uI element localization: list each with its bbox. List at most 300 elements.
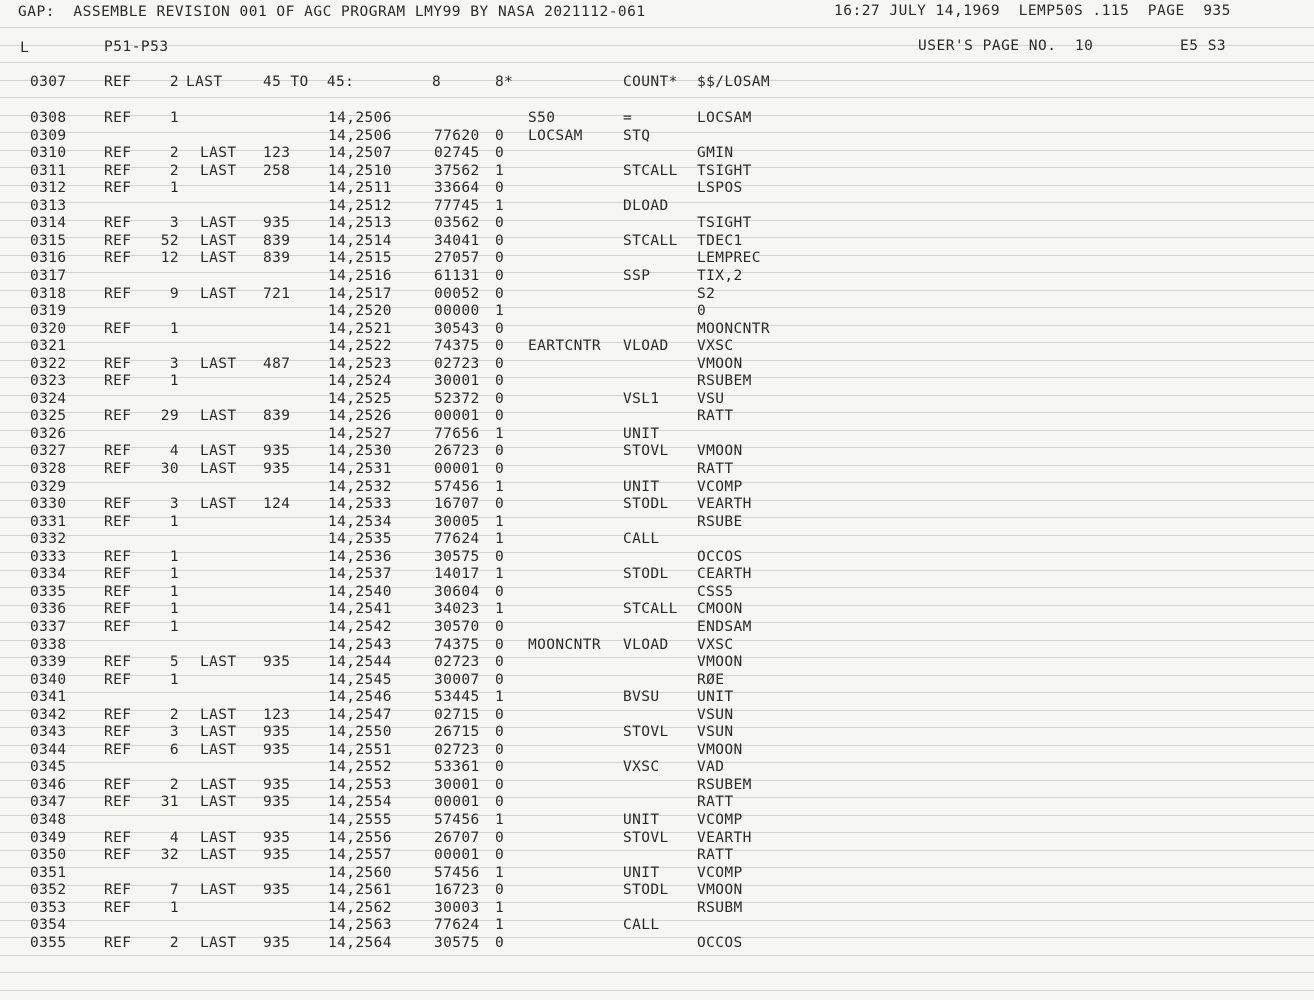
address: 14,2550	[328, 724, 392, 740]
opcode: VLOAD	[623, 637, 669, 653]
listing-row	[0, 145, 1314, 163]
last-keyword: LAST	[200, 794, 237, 810]
last-line-number: 839	[263, 233, 291, 249]
address: 14,2563	[328, 917, 392, 933]
listing-row	[0, 215, 1314, 233]
last-line-number: 935	[263, 935, 291, 951]
line-number: 0347	[30, 794, 67, 810]
octal-word: 77745	[434, 198, 480, 214]
ref-keyword: REF	[104, 724, 132, 740]
section-name: P51-P53	[104, 39, 169, 55]
last-line-number: 935	[263, 847, 291, 863]
address: 14,2517	[328, 286, 392, 302]
octal-word: 77620	[434, 128, 480, 144]
last-line-number: 935	[263, 777, 291, 793]
operand: VEARTH	[697, 830, 752, 846]
octal-word: 30001	[434, 373, 480, 389]
address: 14,2547	[328, 707, 392, 723]
octal-word: 53445	[434, 689, 480, 705]
listing-row	[0, 724, 1314, 742]
line-number: 0353	[30, 900, 67, 916]
operand: OCCOS	[697, 935, 743, 951]
ref-count: 1	[169, 514, 179, 530]
address: 14,2513	[328, 215, 392, 231]
opcode: VXSC	[623, 759, 660, 775]
listing-row	[0, 654, 1314, 672]
octal-word: 57456	[434, 865, 480, 881]
listing-row	[0, 321, 1314, 339]
operand: RATT	[697, 847, 734, 863]
operand: RATT	[697, 408, 734, 424]
ref-keyword: REF	[104, 514, 132, 530]
ref-count: 5	[169, 654, 179, 670]
operand: VSU	[697, 391, 725, 407]
listing-row	[0, 619, 1314, 637]
address: 14,2544	[328, 654, 392, 670]
octal-word: 00001	[434, 408, 480, 424]
symbol-label: MOONCNTR	[528, 637, 602, 653]
last-line-number: 839	[263, 408, 291, 424]
ref-count: 9	[169, 286, 179, 302]
octal-word: 16723	[434, 882, 480, 898]
listing-row	[0, 198, 1314, 216]
octal-word: 30570	[434, 619, 480, 635]
parity-flag: 0	[495, 637, 505, 653]
octal-word: 74375	[434, 338, 480, 354]
listing-row	[0, 830, 1314, 848]
header-title: GAP: ASSEMBLE REVISION 001 OF AGC PROGRAM LMY99 BY NASA 2021112-061	[18, 4, 646, 20]
parity-flag: 0	[495, 619, 505, 635]
ref-count: 3	[169, 356, 179, 372]
parity-flag: 0	[495, 215, 505, 231]
last-keyword: LAST	[200, 882, 237, 898]
last-line-number: 123	[263, 145, 291, 161]
last-keyword: LAST	[200, 233, 237, 249]
opcode: STODL	[623, 496, 669, 512]
operand: UNIT	[697, 689, 734, 705]
last-line-number: 935	[263, 742, 291, 758]
parity-flag: 0	[495, 268, 505, 284]
parity-flag: 1	[495, 917, 505, 933]
symbol-label: EARTCNTR	[528, 338, 602, 354]
octal-word: 77656	[434, 426, 480, 442]
address: 14,2534	[328, 514, 392, 530]
parity-flag: 0	[495, 233, 505, 249]
line-number: 0345	[30, 759, 67, 775]
ref-keyword: REF	[104, 215, 132, 231]
octal-word: 30575	[434, 549, 480, 565]
line-number: 0329	[30, 479, 67, 495]
ref-keyword: REF	[104, 286, 132, 302]
parity-flag: 1	[495, 163, 505, 179]
parity-flag: 1	[495, 601, 505, 617]
line-number: 0339	[30, 654, 67, 670]
parity-flag: 0	[495, 742, 505, 758]
address: 14,2554	[328, 794, 392, 810]
listing-row	[0, 356, 1314, 374]
octal-word: 02723	[434, 742, 480, 758]
parity-flag: 1	[495, 900, 505, 916]
octal-word: 30003	[434, 900, 480, 916]
line-range: 45 TO 45:	[263, 74, 355, 90]
address: 14,2524	[328, 373, 392, 389]
parity-flag: 0	[495, 443, 505, 459]
operand: RSUBEM	[697, 373, 752, 389]
octal-word: 77624	[434, 531, 480, 547]
operand: CMOON	[697, 601, 743, 617]
parity-flag: 1	[495, 812, 505, 828]
ref-count: 52	[160, 233, 179, 249]
line-number: 0328	[30, 461, 67, 477]
last-keyword: LAST	[200, 250, 237, 266]
line-number: 0320	[30, 321, 67, 337]
parity-flag: 1	[495, 198, 505, 214]
octal-word: 27057	[434, 250, 480, 266]
last-line-number: 124	[263, 496, 291, 512]
listing-row	[0, 408, 1314, 426]
last-keyword: LAST	[200, 742, 237, 758]
address: 14,2512	[328, 198, 392, 214]
ref-keyword: REF	[104, 566, 132, 582]
line-number: 0309	[30, 128, 67, 144]
operand: RATT	[697, 794, 734, 810]
ref-count: 1	[169, 584, 179, 600]
operand: RSUBE	[697, 514, 743, 530]
line-number: 0314	[30, 215, 67, 231]
opcode: VSL1	[623, 391, 660, 407]
operand: VCOMP	[697, 865, 743, 881]
line-number: 0349	[30, 830, 67, 846]
operand: VMOON	[697, 443, 743, 459]
line-number: 0355	[30, 935, 67, 951]
line-number: 0311	[30, 163, 67, 179]
listing-row	[0, 250, 1314, 268]
operand: VEARTH	[697, 496, 752, 512]
parity-flag: 0	[495, 882, 505, 898]
ref-keyword: REF	[104, 321, 132, 337]
ref-count: 2	[169, 145, 179, 161]
address: 14,2515	[328, 250, 392, 266]
last-keyword: LAST	[200, 847, 237, 863]
line-number: 0310	[30, 145, 67, 161]
opcode: UNIT	[623, 479, 660, 495]
last-keyword: LAST	[200, 724, 237, 740]
address: 14,2514	[328, 233, 392, 249]
listing-row	[0, 707, 1314, 725]
ref-keyword: REF	[104, 549, 132, 565]
last-keyword: LAST	[200, 408, 237, 424]
address: 14,2546	[328, 689, 392, 705]
address: 14,2535	[328, 531, 392, 547]
parity-flag: 1	[495, 514, 505, 530]
listing-row	[0, 233, 1314, 251]
octal-word: 53361	[434, 759, 480, 775]
listing-row	[0, 566, 1314, 584]
symbol-label: LOCSAM	[528, 128, 583, 144]
ref-keyword: REF	[104, 110, 132, 126]
octal-word: 16707	[434, 496, 480, 512]
last-line-number: 935	[263, 443, 291, 459]
opcode: CALL	[623, 531, 660, 547]
line-number: 0316	[30, 250, 67, 266]
operand: VAD	[697, 759, 725, 775]
line-number: 0313	[30, 198, 67, 214]
ref-keyword: REF	[104, 74, 132, 90]
ref-keyword: REF	[104, 601, 132, 617]
opcode: STQ	[623, 128, 651, 144]
octal-word: 33664	[434, 180, 480, 196]
ref-count: 1	[169, 549, 179, 565]
operand: LEMPREC	[697, 250, 761, 266]
address: 14,2510	[328, 163, 392, 179]
line-number: 0321	[30, 338, 67, 354]
last-keyword: LAST	[200, 163, 237, 179]
ref-count: 1	[169, 900, 179, 916]
ref-count: 4	[169, 830, 179, 846]
listing-row	[0, 531, 1314, 549]
listing-row	[0, 882, 1314, 900]
address: 14,2551	[328, 742, 392, 758]
operand: VMOON	[697, 742, 743, 758]
ref-keyword: REF	[104, 847, 132, 863]
operand: CSS5	[697, 584, 734, 600]
ref-keyword: REF	[104, 356, 132, 372]
address: 14,2540	[328, 584, 392, 600]
listing-row	[0, 461, 1314, 479]
ref-keyword: REF	[104, 461, 132, 477]
parity-flag: 0	[495, 180, 505, 196]
listing-row	[0, 443, 1314, 461]
listing-row	[0, 479, 1314, 497]
parity-flag: 0	[495, 672, 505, 688]
ref-count: 31	[160, 794, 179, 810]
address: 14,2506	[328, 128, 392, 144]
ref-count: 3	[169, 724, 179, 740]
listing-row	[0, 163, 1314, 181]
octal-word: 61131	[434, 268, 480, 284]
octal-word: 52372	[434, 391, 480, 407]
operand: TIX,2	[697, 268, 743, 284]
operand: 0	[697, 303, 707, 319]
count-arg: $$/LOSAM	[697, 74, 771, 90]
parity-flag: 0	[495, 356, 505, 372]
opcode: SSP	[623, 268, 651, 284]
octal-word: 26707	[434, 830, 480, 846]
line-number: 0346	[30, 777, 67, 793]
line-number: 0340	[30, 672, 67, 688]
line-number: 0341	[30, 689, 67, 705]
ref-count: 29	[160, 408, 179, 424]
octal-word: 14017	[434, 566, 480, 582]
parity-flag: 0	[495, 373, 505, 389]
parity-flag: 0	[495, 549, 505, 565]
parity-flag: 0	[495, 830, 505, 846]
parity-flag: 0	[495, 286, 505, 302]
parity-flag: 1	[495, 531, 505, 547]
ref-keyword: REF	[104, 584, 132, 600]
ref-count: 1	[169, 672, 179, 688]
last-line-number: 935	[263, 794, 291, 810]
line-number: 0315	[30, 233, 67, 249]
opcode: STODL	[623, 882, 669, 898]
ref-count: 1	[169, 373, 179, 389]
last-line-number: 487	[263, 356, 291, 372]
ref-keyword: REF	[104, 707, 132, 723]
operand: RATT	[697, 461, 734, 477]
octal-word: 26723	[434, 443, 480, 459]
address: 14,2525	[328, 391, 392, 407]
address: 14,2532	[328, 479, 392, 495]
opcode: STCALL	[623, 163, 678, 179]
users-page-number: USER'S PAGE NO. 10	[918, 38, 1094, 54]
line-number: 0331	[30, 514, 67, 530]
last-keyword: LAST	[200, 461, 237, 477]
octal-word: 30001	[434, 777, 480, 793]
parity-flag: 0	[495, 391, 505, 407]
ref-count: 30	[160, 461, 179, 477]
operand: VCOMP	[697, 812, 743, 828]
line-number: 0335	[30, 584, 67, 600]
operand: GMIN	[697, 145, 734, 161]
parity-flag: 0	[495, 724, 505, 740]
octal-word: 00001	[434, 461, 480, 477]
address: 14,2541	[328, 601, 392, 617]
line-number: 0325	[30, 408, 67, 424]
address: 14,2557	[328, 847, 392, 863]
listing-row	[0, 549, 1314, 567]
symbol-label: S50	[528, 110, 556, 126]
operand: VMOON	[697, 356, 743, 372]
parity-flag: 0	[495, 408, 505, 424]
listing-row	[0, 689, 1314, 707]
line-number: 0334	[30, 566, 67, 582]
parity-flag: 0	[495, 794, 505, 810]
operand: VSUN	[697, 707, 734, 723]
opcode: VLOAD	[623, 338, 669, 354]
line-number: 0352	[30, 882, 67, 898]
address: 14,2507	[328, 145, 392, 161]
ref-keyword: REF	[104, 443, 132, 459]
octal-word: 34041	[434, 233, 480, 249]
listing-row	[0, 637, 1314, 655]
listing-row	[0, 759, 1314, 777]
ref-count: 1	[169, 619, 179, 635]
parity-flag: 0	[495, 707, 505, 723]
listing-row	[0, 584, 1314, 602]
ref-keyword: REF	[104, 373, 132, 389]
listing-row	[0, 373, 1314, 391]
listing-row	[0, 847, 1314, 865]
operand: CEARTH	[697, 566, 752, 582]
ref-keyword: REF	[104, 408, 132, 424]
listing-row	[0, 303, 1314, 321]
parity-flag: 0	[495, 654, 505, 670]
address: 14,2560	[328, 865, 392, 881]
line-number: 0323	[30, 373, 67, 389]
octal-word: 77624	[434, 917, 480, 933]
address: 14,2530	[328, 443, 392, 459]
octal-word: 26715	[434, 724, 480, 740]
operand: RØE	[697, 672, 725, 688]
line-number: 0342	[30, 707, 67, 723]
ref-count: 2	[169, 777, 179, 793]
parity-flag: 0	[495, 847, 505, 863]
line-number: 0308	[30, 110, 67, 126]
line-number: 0322	[30, 356, 67, 372]
address: 14,2523	[328, 356, 392, 372]
opcode: BVSU	[623, 689, 660, 705]
line-number: 0343	[30, 724, 67, 740]
operand: VMOON	[697, 654, 743, 670]
parity-flag: 1	[495, 566, 505, 582]
address: 14,2564	[328, 935, 392, 951]
opcode: CALL	[623, 917, 660, 933]
ref-count: 2	[169, 74, 179, 90]
octal-word: 30007	[434, 672, 480, 688]
address: 14,2562	[328, 900, 392, 916]
parity-flag: 0	[495, 496, 505, 512]
ref-count: 2	[169, 163, 179, 179]
last-keyword: LAST	[200, 286, 237, 302]
ref-keyword: REF	[104, 619, 132, 635]
ref-keyword: REF	[104, 250, 132, 266]
octal-word: 02723	[434, 654, 480, 670]
ref-keyword: REF	[104, 882, 132, 898]
last-line-number: 935	[263, 461, 291, 477]
parity-flag: 0	[495, 461, 505, 477]
line-number: 0312	[30, 180, 67, 196]
last-keyword: LAST	[200, 777, 237, 793]
ref-count: 1	[169, 566, 179, 582]
parity-flag: 0	[495, 935, 505, 951]
address: 14,2555	[328, 812, 392, 828]
address: 14,2527	[328, 426, 392, 442]
octal-word: 37562	[434, 163, 480, 179]
ref-count: 3	[169, 496, 179, 512]
listing-row	[0, 338, 1314, 356]
listing-row	[0, 935, 1314, 953]
operand: VXSC	[697, 637, 734, 653]
listing-row	[0, 110, 1314, 128]
address: 14,2545	[328, 672, 392, 688]
ref-keyword: REF	[104, 777, 132, 793]
parity-flag: 1	[495, 689, 505, 705]
octal-word: 30604	[434, 584, 480, 600]
address: 14,2536	[328, 549, 392, 565]
last-keyword: LAST	[200, 215, 237, 231]
listing-row	[0, 496, 1314, 514]
listing-row	[0, 128, 1314, 146]
line-number: 0327	[30, 443, 67, 459]
last-keyword: LAST	[200, 145, 237, 161]
sheet-code: E5 S3	[1180, 38, 1227, 54]
operand: S2	[697, 286, 716, 302]
line-number: 0333	[30, 549, 67, 565]
line-number: 0326	[30, 426, 67, 442]
line-number: 0337	[30, 619, 67, 635]
line-number: 0318	[30, 286, 67, 302]
octal-word: 02715	[434, 707, 480, 723]
ref-keyword: REF	[104, 496, 132, 512]
header-timestamp-page: 16:27 JULY 14,1969 LEMP50S .115 PAGE 935	[834, 3, 1231, 19]
line-number: 0307	[30, 74, 67, 90]
address: 14,2516	[328, 268, 392, 284]
parity-flag: 0	[495, 321, 505, 337]
last-keyword: LAST	[200, 654, 237, 670]
ref-keyword: REF	[104, 830, 132, 846]
parity-flag: 0	[495, 250, 505, 266]
ref-count: 1	[169, 601, 179, 617]
